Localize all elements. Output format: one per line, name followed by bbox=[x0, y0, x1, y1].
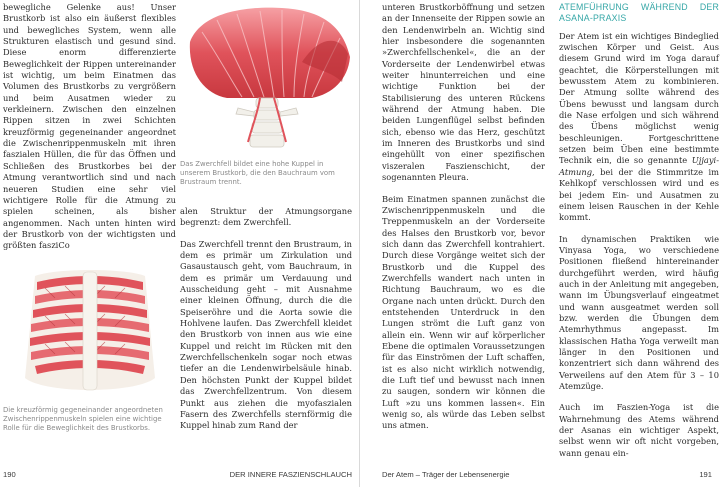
diaphragm-illustration bbox=[182, 2, 354, 152]
page-number-right: 191 bbox=[699, 470, 712, 479]
body-paragraph: Beim Einatmen spannen zunächst die Zwischenrippenmuskeln und die Treppenmuskeln an der Vorderseite des Halses den Brustkorb vor, bevor sich dann das Zwerchfell kontrahiert. Durch diese Vorgänge weitet sich der Brustkorb und die Kuppel des Zwerchfells wandert nach unten in Richtung Bauchraum, wo es die Organe nach unten drückt. Durch den entstehenden Unterdruck in den Lungen strömt die Luft ganz von allein ein. Wenn wir auf körperlicher Ebene die optimalen Voraussetzungen für das Einströmen der Luft schaffen, ist es also nicht wirklich notwendig, die Luft tief und bewusst nach innen zu saugen, sondern wir können die Luft »zu uns kommen lassen«. Ein wenig so, als würde das Leben selbst uns atmen. bbox=[382, 193, 545, 431]
diaphragm-caption: Das Zwerchfell bildet eine hohe Kuppel in unserem Brustkorb, die den Bauchraum vom Brustraum trennt. bbox=[180, 160, 335, 187]
right-page bbox=[360, 0, 720, 487]
column-1 bbox=[3, 2, 176, 252]
body-paragraph: unteren Brustkorböffnung und setzen an der Innenseite der Rippen sowie an den Lendenwirbeln an. Wichtig sind hier insbesondere die sogenannten »Zwerchfellschenkel«, die an der Vorderseite der Lendenwirbel etwas weiter hinunterreichen und eine wichtige Funktion bei der Stabilisierung des unteren Rückens während der Atmung haben. Die beiden Lungenflügel selbst befinden sich, ebenso wie das Herz, geschützt im Inneren des Brustkorbs und sind eingehüllt von einer spezifischen viszeralen Faszienschicht, der sogenannten Pleura. bbox=[382, 2, 545, 183]
column-4 bbox=[559, 2, 719, 459]
column-3 bbox=[382, 2, 545, 432]
body-paragraph: In dynamischen Praktiken wie Vinyasa Yoga, wo verschiedene Positionen fließend hintereinander durchgeführt werden, wird häufig auch in der Anleitung mit angegeben, wann im Übungsverlauf eingeatmet und wann ausgeatmet werden soll bzw. werden die Übungen dem Atemrhythmus angepasst. Im klassischen Hatha Yoga verweilt man länger in den Positionen und konzentriert sich dann während des Verweilens auf den Atem für 3 – 10 Atemzüge. bbox=[559, 233, 719, 391]
body-paragraph: bewegliche Gelenke aus! Unser Brustkorb ist also ein äußerst flexibles und bewegliches System, wenn alle Strukturen elastisch und gesund sind. Diese enorm differenzierte Beweglichkeit der Rippen untereinander ist wichtig, um beim Einatmen das Volumen des Brustkorbs zu vergrößern und beim Ausatmen wieder zu verkleinern. Zwischen den einzelnen Rippen sitzen in zwei Schichten kreuzförmig gegeneinander angeordnet die Zwischenrippenmuskeln mit ihren faszialen Hüllen, die für das Öffnen und Schließen des Brustkorbes bei der Atmung verantwortlich sind und nach neueren Studien eine sehr viel wichtigere Rolle für die Atmung zu spielen scheinen, als bisher angenommen. Nach unten hinten wird der Brustkorb von der wichtigsten und größten fasziCo bbox=[3, 2, 176, 251]
term-ujjayi: Ujjayi-Atmung bbox=[559, 155, 719, 177]
ribcage-caption: Die kreuzförmig gegeneinander angeordneten Zwischenrippenmuskeln spielen eine wichtige Rolle für die Beweglichkeit des Brustkorbs. bbox=[3, 406, 163, 433]
body-paragraph: Das Zwerchfell trennt den Brustraum, in dem es primär um Zirkulation und Gasaustausch geht, vom Bauchraum, in dem es primär um Verdauung und Ausscheidung geht – mit Ausnahme einer kleinen Öffnung, durch die die Speiseröhre und die Aorta sowie die Hohlvene laufen. Das Zwerchfell kleidet den Brustkorb von innen aus wie eine Kuppel und reicht im Rücken mit den Zwerchfellschenkeln sogar noch etwas tiefer an die Lendenwirbelsäule hinab. Den höchsten Punkt der Kuppel bildet das Zwerchfellzentrum. Von diesem Punkt aus ziehen die myofaszialen Fasern des Zwerchfells sternförmig die Kuppel hinab zum Rand der bbox=[180, 238, 352, 431]
section-heading: ATEMFÜHRUNG WÄHREND DER ASANA-PRAXIS bbox=[559, 2, 719, 24]
column-2 bbox=[180, 206, 352, 432]
body-paragraph: Der Atem ist ein wichtiges Bindeglied zwischen Körper und Geist. Aus diesem Grund wird im Yoga darauf geachtet, die Körperstellungen mit bewusstem Atem zu kombinieren. Der Atmung sollte während des Übens bewusst und langsam durch die Nase erfolgen und sich während des Übens möglichst wenig beschleunigen. Fortgeschrittene setzen beim Üben eine bestimmte Technik ein, die so genannte Ujjayi-Atmung, bei der die Stimmritze im Kehlkopf verschlossen wird und es bei jedem Ein- und Ausatmen zu einem leisen Rauschen in der Kehle kommt. bbox=[559, 30, 719, 223]
running-head-right: Der Atem – Träger der Lebensenergie bbox=[382, 470, 510, 479]
body-paragraph: alen Struktur der Atmungsorgane begrenzt: dem Zwerchfell. bbox=[180, 206, 352, 228]
ribcage-illustration bbox=[15, 268, 165, 400]
page-number-left: 190 bbox=[3, 470, 16, 479]
running-head-left: DER INNERE FASZIENSCHLAUCH bbox=[229, 470, 352, 479]
body-paragraph: Auch im Faszien-Yoga ist die Wahrnehmung des Atems während der Asanas ein wichtiger Aspekt, selbst wenn wir oft nicht vorgeben, wann genau ein- bbox=[559, 402, 719, 458]
